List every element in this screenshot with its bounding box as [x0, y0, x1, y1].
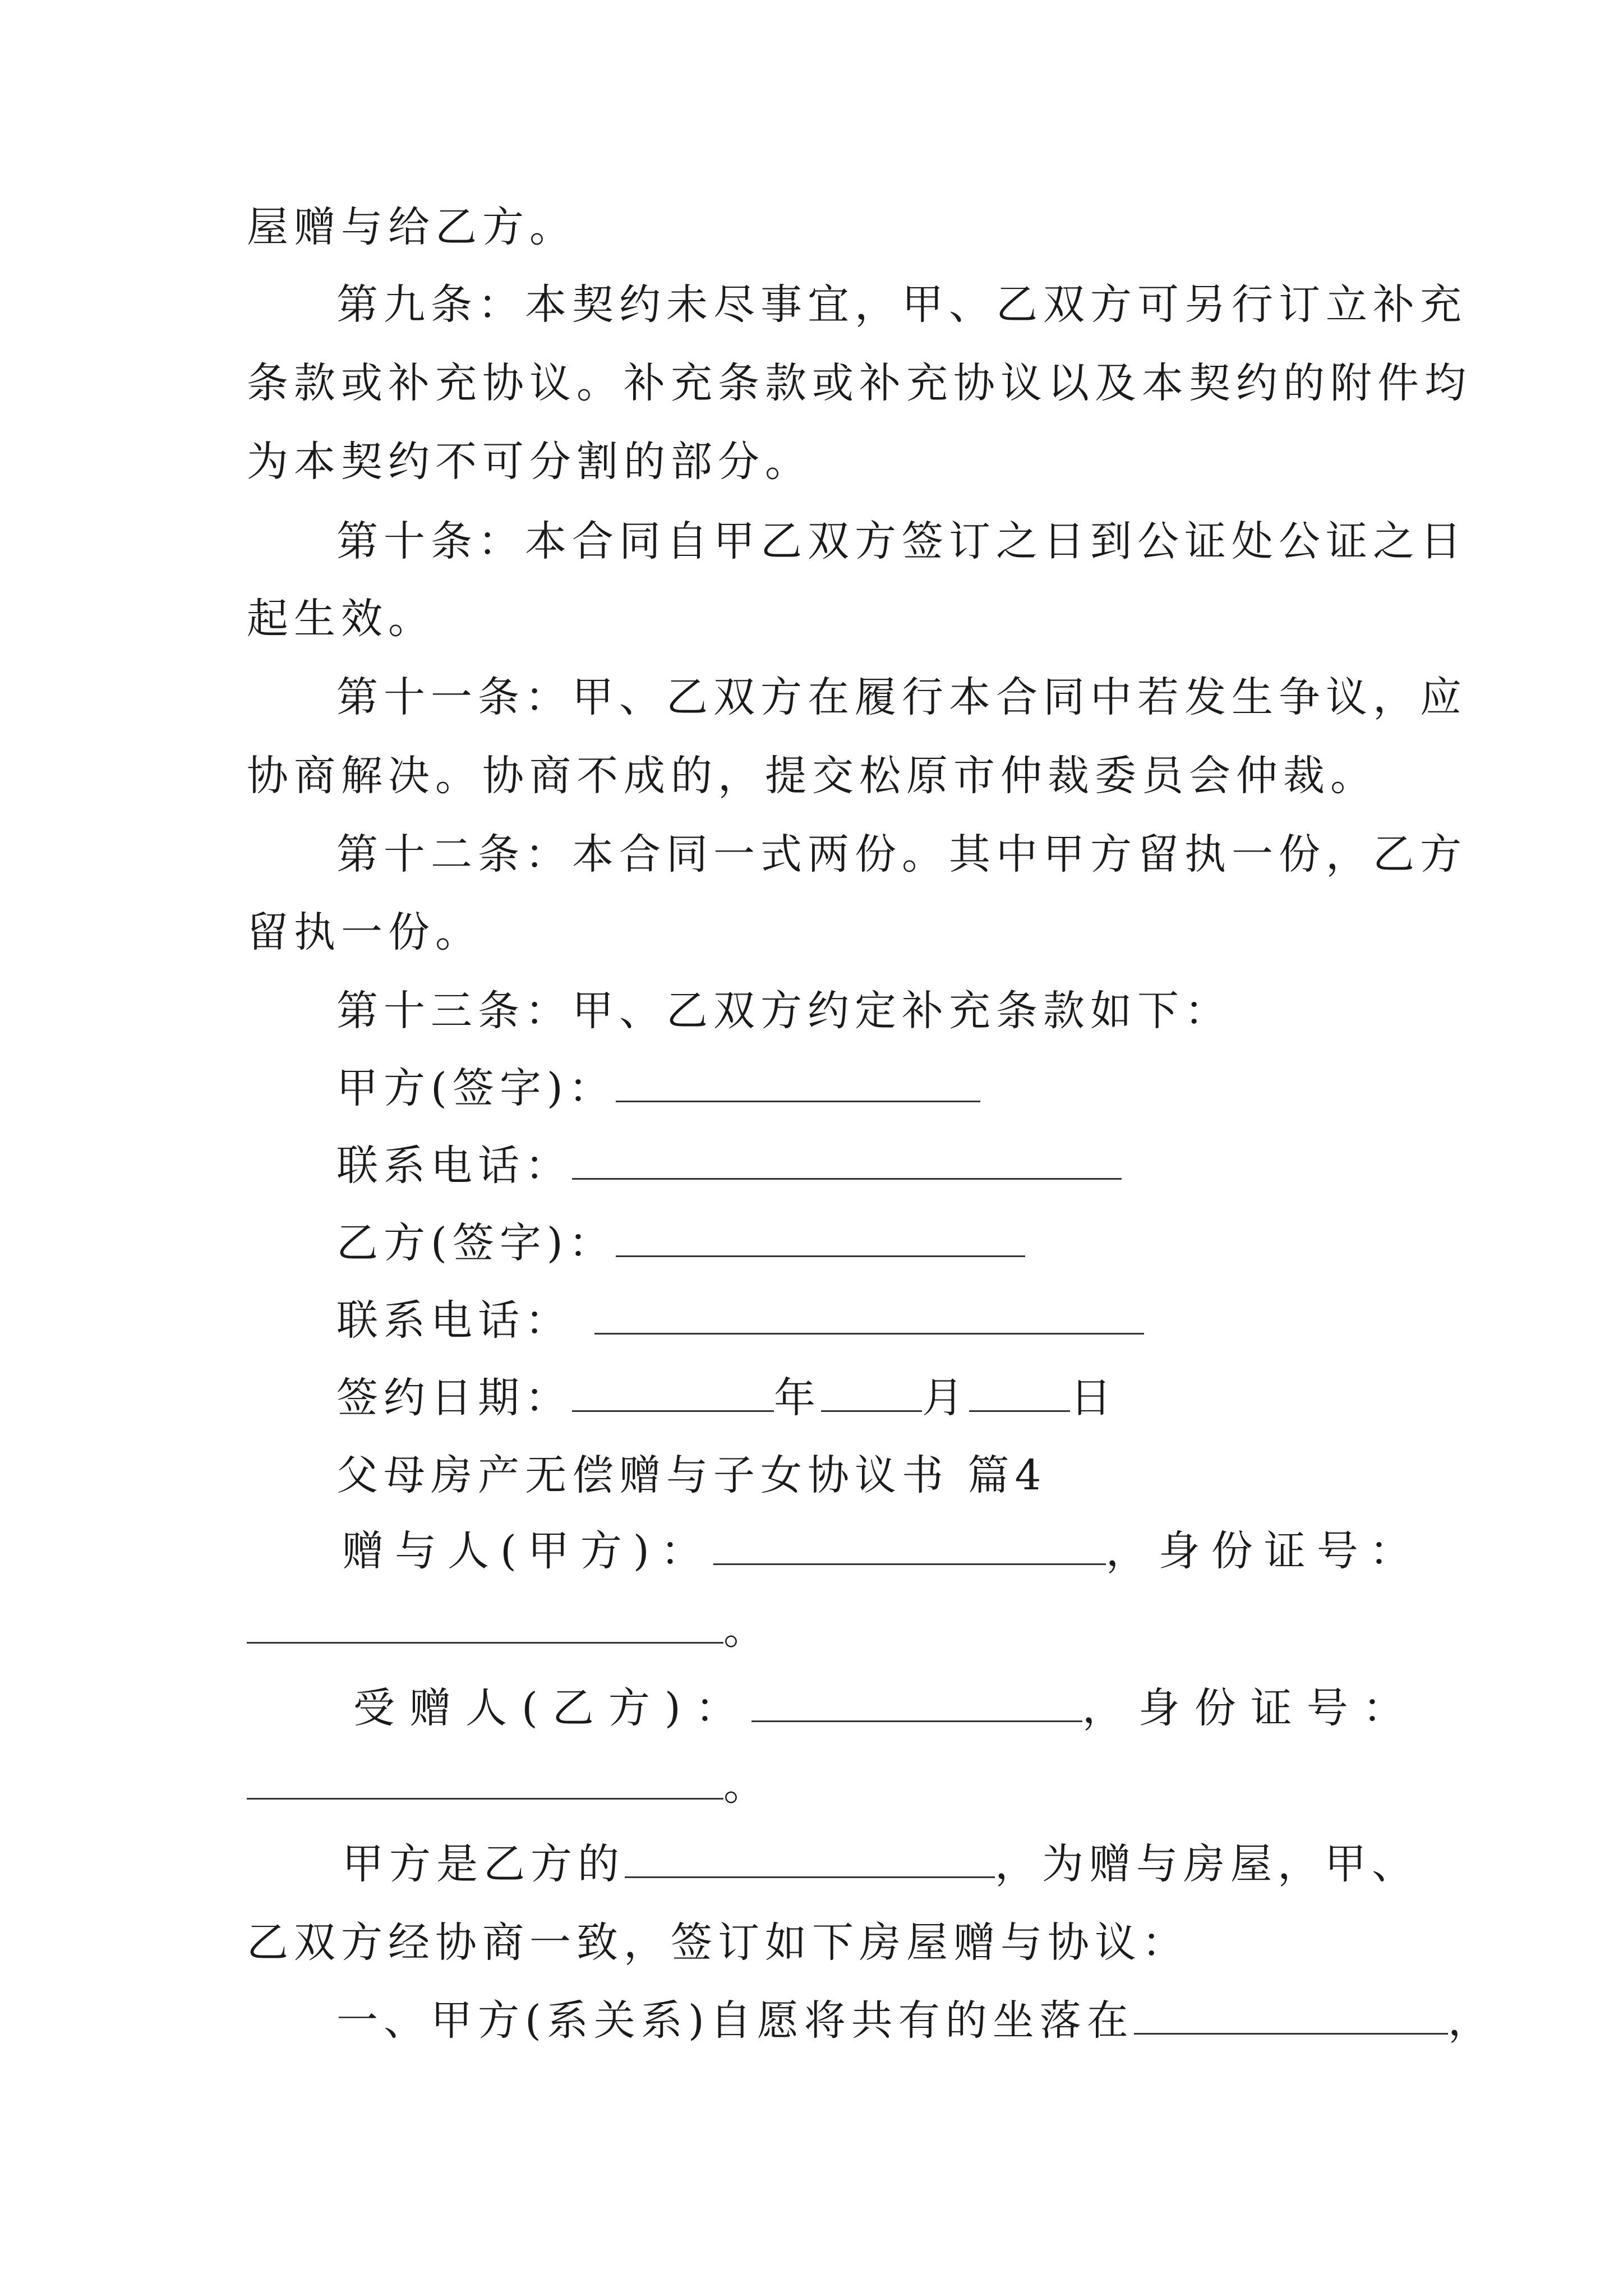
- paragraph-line: 屋赠与给乙方。: [247, 203, 577, 251]
- phone-blank-1[interactable]: [572, 1139, 1122, 1180]
- donor-id-label: ，身份证号：: [1105, 1527, 1422, 1575]
- phone-label-2: 联系电话：: [336, 1296, 572, 1345]
- relation-prefix: 甲方是乙方的: [342, 1840, 625, 1888]
- relation-blank[interactable]: [625, 1837, 995, 1878]
- phone-blank-2[interactable]: [594, 1294, 1144, 1335]
- party-b-sign-blank[interactable]: [616, 1216, 1025, 1257]
- paragraph-line: 留执一份。: [247, 908, 482, 956]
- phone-label-1: 联系电话：: [336, 1142, 572, 1190]
- paragraph-line: 第十条：本合同自甲乙双方签订之日到公证处公证之日: [336, 517, 1467, 565]
- donor-label: 赠与人(甲方)：: [342, 1527, 713, 1575]
- party-a-sign-label: 甲方(签字)：: [336, 1064, 616, 1112]
- paragraph-line: 协商解决。协商不成的，提交松原市仲裁委员会仲裁。: [247, 752, 1377, 800]
- donee-name-blank[interactable]: [751, 1681, 1082, 1722]
- donee-row: [353, 1680, 1419, 1736]
- paragraph-line: 乙双方经协商一致，签订如下房屋赠与协议：: [247, 1918, 1189, 1967]
- donor-row: [342, 1523, 1422, 1579]
- clause-one-prefix: 一、甲方(系关系)自愿将共有的坐落在: [336, 1996, 1134, 2045]
- party-b-signature-row: [336, 1215, 1025, 1271]
- paragraph-line: 起生效。: [247, 595, 435, 643]
- party-a-signature-row: [336, 1060, 980, 1116]
- day-label: 日: [1070, 1374, 1117, 1422]
- paragraph-line: 条款或补充协议。补充条款或补充协议以及本契约的附件均: [247, 359, 1472, 407]
- paragraph-line: 第十二条：本合同一式两份。其中甲方留执一份，乙方: [336, 830, 1467, 878]
- clause-one-suffix: ，: [1447, 1996, 1495, 2045]
- paragraph-line: 为本契约不可分割的部分。: [247, 438, 812, 486]
- clause-one-row: [336, 1993, 1495, 2049]
- donee-id-label: ，身份证号：: [1082, 1684, 1419, 1732]
- donee-id-row: [247, 1757, 771, 1814]
- donee-label: 受赠人(乙方)：: [353, 1684, 751, 1732]
- paragraph-line: 第十一条：甲、乙双方在履行本合同中若发生争议，应: [336, 673, 1467, 721]
- party-b-sign-label: 乙方(签字)：: [336, 1219, 616, 1267]
- donor-name-blank[interactable]: [713, 1524, 1106, 1565]
- phone-row-1: [336, 1138, 1122, 1194]
- sign-date-row: [336, 1370, 1117, 1426]
- phone-row-2: [336, 1292, 1144, 1349]
- year-label: 年: [774, 1374, 821, 1422]
- year-blank[interactable]: [572, 1371, 774, 1412]
- paragraph-line: 第十三条：甲、乙双方约定补充条款如下：: [336, 987, 1232, 1035]
- relation-row: [342, 1836, 1419, 1892]
- donee-id-blank[interactable]: [247, 1759, 723, 1800]
- day-blank[interactable]: [969, 1371, 1070, 1412]
- relation-suffix: ，为赠与房屋，甲、: [995, 1840, 1419, 1888]
- month-label: 月: [922, 1374, 969, 1422]
- sign-date-label: 签约日期：: [336, 1374, 572, 1422]
- donor-id-row: [247, 1602, 771, 1658]
- paragraph-line: 第九条：本契约未尽事宜，甲、乙双方可另行订立补充: [336, 280, 1467, 329]
- donee-end: 。: [723, 1761, 771, 1810]
- donor-end: 。: [723, 1605, 771, 1654]
- month-blank[interactable]: [821, 1371, 922, 1412]
- donor-id-blank[interactable]: [247, 1603, 723, 1644]
- location-blank[interactable]: [1134, 1994, 1448, 2035]
- section-title: 父母房产无偿赠与子女协议书 篇4: [336, 1451, 1047, 1499]
- party-a-sign-blank[interactable]: [616, 1061, 980, 1102]
